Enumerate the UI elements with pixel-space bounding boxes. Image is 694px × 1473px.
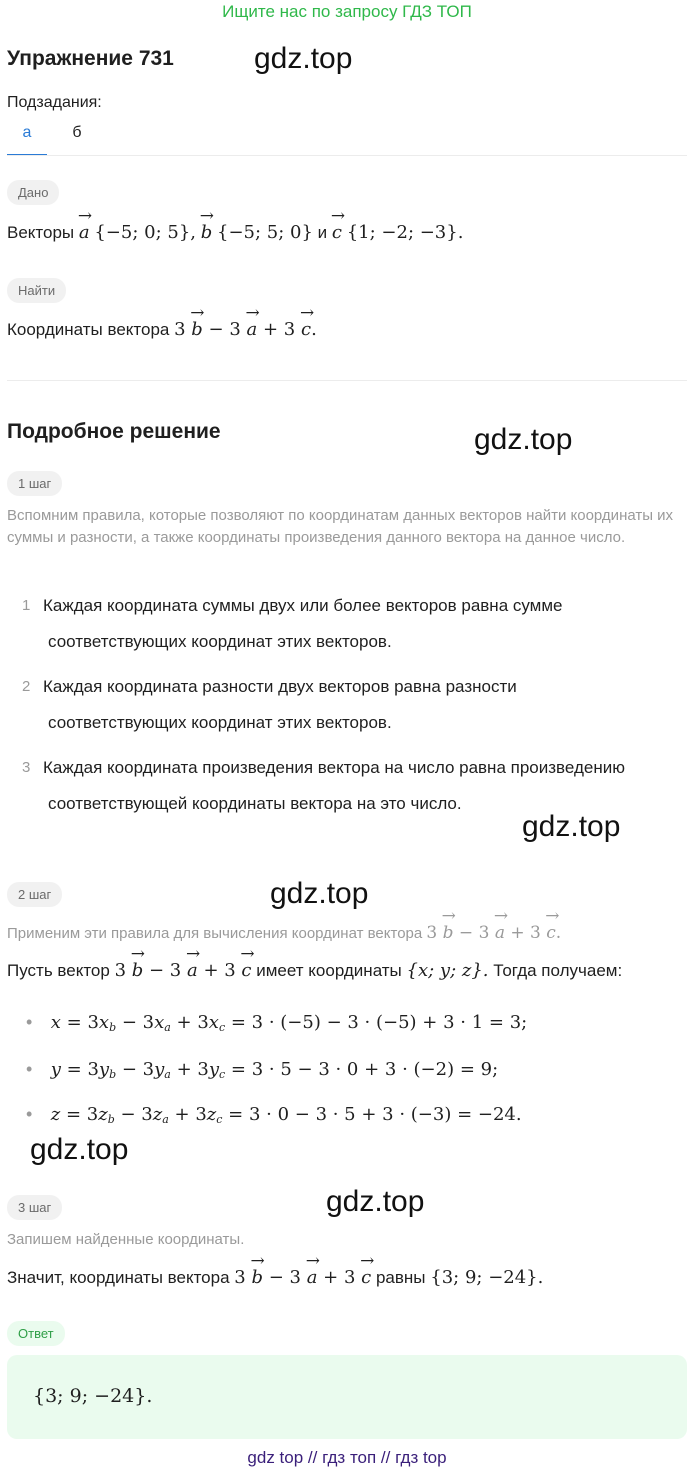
- tabs-divider: [7, 155, 687, 156]
- step1-intro: Вспомним правила, которые позволяют по координатам данных векторов найти координаты их суммы и разности, а также координаты произведения данного вектора на данное число.: [7, 507, 674, 546]
- step2-let: [7, 960, 622, 981]
- tab-b[interactable]: [60, 124, 94, 154]
- rule-line: Каждая координата разности двух векторов равна разности: [43, 677, 517, 696]
- rule-number: 3: [22, 759, 31, 776]
- let-prefix: Пусть вектор: [7, 961, 110, 980]
- given-badge: Дано: [7, 180, 59, 205]
- let-coords: {x; y; z}.: [406, 960, 489, 981]
- rule-line: Каждая координата произведения вектора на число равна произведению: [43, 758, 625, 777]
- rule-number: 1: [22, 597, 31, 614]
- step3-intro: Запишем найденные координаты.: [7, 1231, 245, 1248]
- tab-a[interactable]: [7, 124, 47, 156]
- equation-value: 3 · (−5) − 3 · (−5) + 3 · 1 = 3;: [251, 1012, 528, 1033]
- let-expression: 3 → b − 3 → a + 3 → c: [115, 960, 252, 981]
- vector-a-symbol: → a: [79, 222, 90, 243]
- answer-value: {3; 9; −24}.: [33, 1385, 153, 1407]
- bullet-icon: •: [26, 1012, 33, 1032]
- rule-item: [22, 669, 692, 741]
- top-banner[interactable]: Ищите нас по запросу ГДЗ ТОП: [222, 2, 472, 21]
- result-coords: {3; 9; −24}.: [430, 1267, 544, 1288]
- rule-line: соответствующих координат этих векторов.: [48, 713, 392, 732]
- watermark: gdz.top: [522, 810, 621, 843]
- equation-value: 3 · 0 − 3 · 5 + 3 · (−3) = −24.: [248, 1104, 522, 1125]
- vector-c-coords: {1; −2; −3}.: [346, 222, 464, 243]
- step2-badge: 2 шаг: [7, 882, 62, 907]
- rule-line: Каждая координата суммы двух или более векторов равна сумме: [43, 596, 563, 615]
- watermark: gdz.top: [30, 1133, 129, 1166]
- rule-number: 2: [22, 678, 31, 695]
- step3-result: [7, 1267, 543, 1288]
- let-middle: имеет координаты: [256, 961, 402, 980]
- rule-item: [22, 588, 692, 660]
- tab-b-label: б: [72, 124, 82, 141]
- given-prefix: Векторы: [7, 223, 75, 242]
- result-middle: равны: [375, 1268, 426, 1287]
- step2-expression: 3 → b − 3 → a + 3 → c.: [426, 923, 561, 943]
- step3-badge: 3 шаг: [7, 1195, 62, 1220]
- watermark: gdz.top: [270, 877, 369, 910]
- watermark: gdz.top: [326, 1185, 425, 1218]
- footer-links[interactable]: gdz top // гдз топ // гдз top: [247, 1448, 447, 1467]
- vector-b-coords: {−5; 5; 0}: [217, 222, 313, 243]
- find-expression: 3 → b − 3 → a + 3 → c.: [174, 319, 317, 340]
- step2-intro-text: Применим эти правила для вычисления координат вектора: [7, 925, 423, 942]
- equation-row: • $z = 3z_b - 3z_a + 3z_c = 3 \cdot 0 - 3 \cdot 5 + 3 \cdot (-3) = -24$.: [26, 1104, 522, 1126]
- given-and: и: [317, 223, 328, 242]
- page-title: Упражнение 731: [7, 47, 174, 70]
- vector-c-symbol: → c: [332, 222, 342, 243]
- solution-title: Подробное решение: [7, 420, 221, 443]
- rule-line: соответствующей координаты вектора на это число.: [48, 794, 462, 813]
- answer-box: [7, 1355, 687, 1439]
- watermark: gdz.top: [254, 42, 353, 75]
- step1-badge: 1 шаг: [7, 471, 62, 496]
- tab-a-label: а: [22, 124, 32, 141]
- result-prefix: Значит, координаты вектора: [7, 1268, 230, 1287]
- equation-row: • $x = 3x_b - 3x_a + 3x_c = 3 \cdot (-5) - 3 \cdot (-5) + 3 \cdot 1 = 3$;: [26, 1012, 528, 1034]
- equation-value: 3 · 5 − 3 · 0 + 3 · (−2) = 9;: [251, 1059, 499, 1080]
- vector-b-symbol: → b: [201, 222, 213, 243]
- bullet-icon: •: [26, 1059, 33, 1079]
- equation-row: • $y = 3y_b - 3y_a + 3y_c = 3 \cdot 5 - 3 \cdot 0 + 3 \cdot (-2) = 9$;: [26, 1059, 499, 1081]
- step2-intro: [7, 922, 561, 945]
- subtasks-label: Подзадания:: [7, 94, 102, 111]
- vector-a-coords: {−5; 0; 5},: [94, 222, 196, 243]
- watermark: gdz.top: [474, 423, 573, 456]
- find-prefix: Координаты вектора: [7, 320, 170, 339]
- let-suffix: Тогда получаем:: [493, 961, 623, 980]
- result-expression: 3 → b − 3 → a + 3 → c: [234, 1267, 371, 1288]
- find-badge: Найти: [7, 278, 66, 303]
- rule-line: соответствующих координат этих векторов.: [48, 632, 392, 651]
- find-text: [7, 319, 317, 340]
- answer-badge: Ответ: [7, 1321, 65, 1346]
- given-text: [7, 222, 463, 243]
- bullet-icon: •: [26, 1104, 33, 1124]
- section-divider: [7, 380, 687, 381]
